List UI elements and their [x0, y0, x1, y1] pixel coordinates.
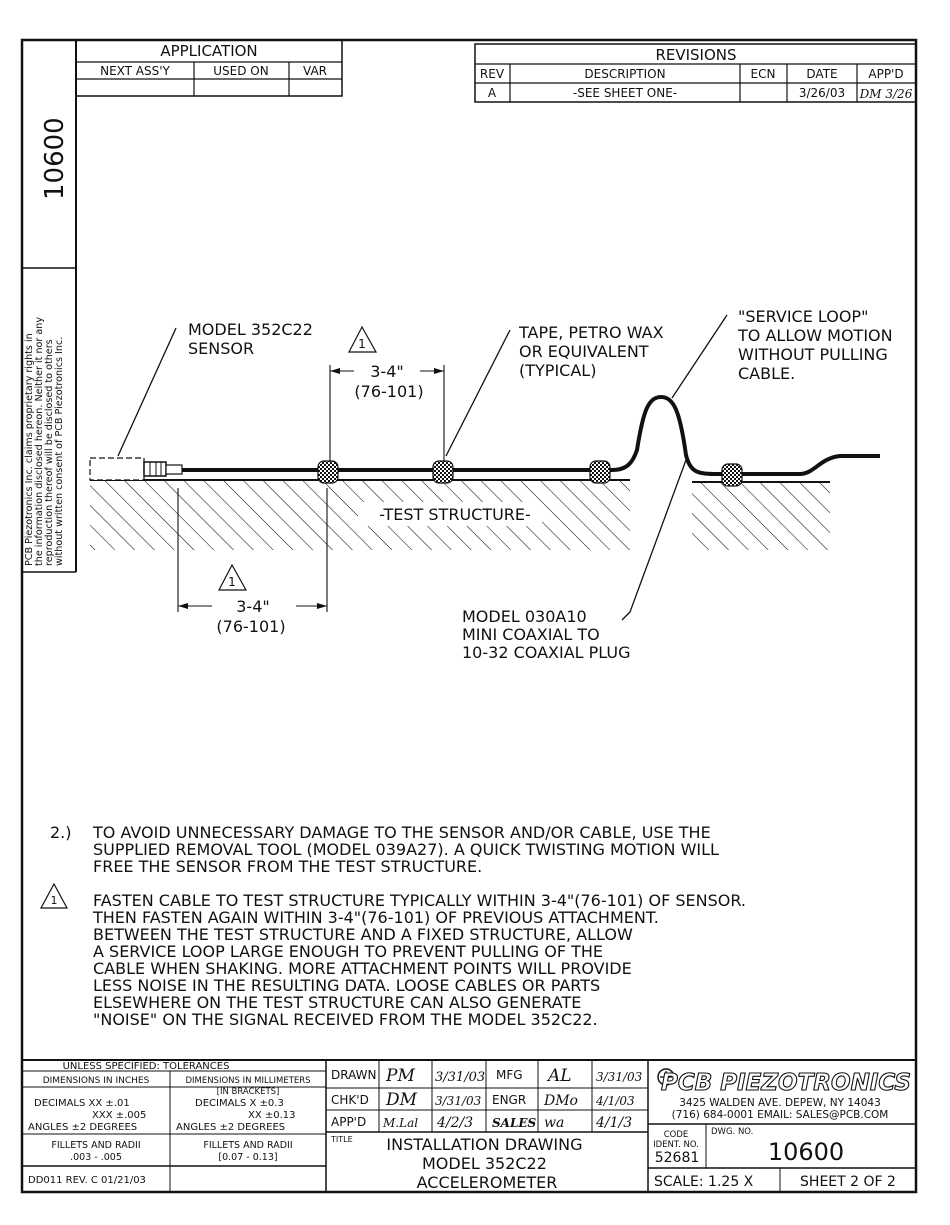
note-flag-triangle-top	[349, 327, 376, 352]
svg-text:FILLETS AND RADII: FILLETS AND RADII	[203, 1140, 293, 1151]
svg-text:XXX ±.005: XXX ±.005	[92, 1110, 147, 1121]
approved-signature: M.Lal	[383, 1116, 419, 1130]
col-next-assy: NEXT ASS'Y	[100, 64, 170, 78]
sales-signature: wa	[544, 1115, 565, 1131]
sensor-352c22	[90, 458, 182, 480]
engr-signature: DMo	[544, 1093, 578, 1109]
svg-text:reproduction thereof will be d: reproduction thereof will be disclosed to others	[44, 339, 55, 566]
code-ident-number: 52681	[654, 1150, 700, 1166]
tape-attachment-1	[318, 461, 338, 483]
svg-text:DWG. NO.: DWG. NO.	[711, 1127, 754, 1137]
svg-text:3-4": 3-4"	[370, 362, 404, 381]
svg-text:(76-101): (76-101)	[216, 617, 286, 636]
tape-attachment-4	[722, 464, 742, 486]
svg-text:3-4": 3-4"	[236, 597, 270, 616]
mfg-signature: AL	[548, 1066, 572, 1086]
application-title: APPLICATION	[160, 42, 258, 60]
service-loop-leader	[672, 315, 727, 398]
company-contact: (716) 684-0001 EMAIL: SALES@PCB.COM	[671, 1109, 889, 1121]
svg-text:[0.07 - 0.13]: [0.07 - 0.13]	[218, 1152, 278, 1163]
rev-date: 3/26/03	[798, 86, 846, 100]
tape-leader	[446, 330, 510, 456]
svg-text:the information disclosed here: the information disclosed hereon. Neither it nor any	[34, 316, 45, 566]
col-var: VAR	[303, 64, 327, 78]
svg-text:PCB PIEZOTRONICS: PCB PIEZOTRONICS	[660, 1070, 912, 1096]
svg-text:PCB Piezotronics Inc. claims p: PCB Piezotronics Inc. claims proprietary rights in	[24, 333, 35, 566]
note-flag-triangle-bottom	[219, 565, 246, 590]
svg-text:3/31/03: 3/31/03	[596, 1070, 643, 1084]
sensor-label: MODEL 352C22 SENSOR	[188, 320, 313, 358]
dimension-top	[330, 362, 444, 462]
svg-text:without written consent of PCB: without written consent of PCB Piezotronics Inc.	[54, 336, 65, 566]
svg-text:REV: REV	[479, 67, 505, 81]
svg-text:DESCRIPTION: DESCRIPTION	[584, 67, 666, 81]
svg-text:IDENT. NO.: IDENT. NO.	[653, 1140, 699, 1150]
svg-text:4/1/3: 4/1/3	[596, 1115, 633, 1131]
tape-attachment-3	[590, 461, 610, 483]
svg-text:DIMENSIONS IN MILLIMETERS: DIMENSIONS IN MILLIMETERS	[185, 1076, 311, 1086]
svg-text:4/2/3: 4/2/3	[437, 1115, 474, 1131]
form-number: DD011 REV. C 01/21/03	[28, 1175, 146, 1186]
tolerances-title: UNLESS SPECIFIED: TOLERANCES	[62, 1061, 230, 1072]
rev-description: -SEE SHEET ONE-	[572, 86, 678, 100]
svg-text:TITLE: TITLE	[331, 1135, 353, 1144]
svg-text:4/1/03: 4/1/03	[596, 1094, 635, 1108]
svg-text:(76-101): (76-101)	[354, 382, 424, 401]
svg-text:DECIMALS X ±0.3: DECIMALS X ±0.3	[195, 1098, 284, 1109]
svg-text:.003 - .005: .003 - .005	[70, 1152, 122, 1163]
side-dwg-number: 10600	[40, 117, 70, 200]
svg-text:1: 1	[358, 337, 366, 351]
drawn-signature: PM	[386, 1066, 415, 1086]
checked-signature: DM	[386, 1090, 418, 1110]
svg-text:CODE: CODE	[663, 1130, 689, 1140]
cable-model-label: MODEL 030A10 MINI COAXIAL TO 10-32 COAXIAL PLUG	[462, 607, 631, 662]
svg-text:ENGR: ENGR	[492, 1093, 527, 1107]
svg-text:MFG: MFG	[496, 1068, 523, 1082]
revisions-table	[475, 44, 916, 102]
svg-text:DATE: DATE	[806, 67, 838, 81]
svg-text:3/31/03: 3/31/03	[435, 1094, 482, 1108]
svg-text:CHK'D: CHK'D	[331, 1093, 369, 1107]
svg-text:DRAWN: DRAWN	[331, 1068, 377, 1082]
svg-text:DECIMALS XX ±.01: DECIMALS XX ±.01	[34, 1098, 130, 1109]
service-loop-label: "SERVICE LOOP" TO ALLOW MOTION WITHOUT PULLING CABLE.	[738, 307, 893, 383]
note-2-number: 2.)	[50, 823, 72, 842]
proprietary-notice	[24, 317, 65, 566]
tape-label: TAPE, PETRO WAX OR EQUIVALENT (TYPICAL)	[519, 323, 664, 380]
drawing-title: INSTALLATION DRAWING MODEL 352C22 ACCELEROMETER	[386, 1135, 583, 1192]
note-1-text: FASTEN CABLE TO TEST STRUCTURE TYPICALLY WITHIN 3-4"(76-101) OF SENSOR. THEN FASTEN AGAIN WITHIN 3-4"(76-101) OF PREVIOUS ATTACHMENT. BETWEEN THE TEST STRUCTURE AND A FIXED STRUCTURE, ALLOW A SERVICE LOOP LARGE ENOUGH TO PREVENT PULLING OF THE CABLE WHEN SHAKING. MORE ATTACHMENT POINTS WILL PROVIDE LESS NOISE IN THE RESULTING DATA. LOOSE CABLES OR PARTS ELSEWHERE ON THE TEST STRUCTURE CAN ALSO GENERATE "NOISE" ON THE SIGNAL RECEIVED FROM THE MODEL 352C22.	[93, 891, 746, 1029]
tape-attachment-2	[433, 461, 453, 483]
svg-text:1: 1	[228, 575, 236, 589]
cable-leader	[622, 460, 686, 620]
svg-text:ANGLES ±2 DEGREES: ANGLES ±2 DEGREES	[28, 1122, 138, 1133]
svg-text:SALES: SALES	[492, 1116, 537, 1130]
note-2-text: TO AVOID UNNECESSARY DAMAGE TO THE SENSOR AND/OR CABLE, USE THE SUPPLIED REMOVAL TOOL (MODEL 039A27). A QUICK TWISTING MOTION WILL FREE THE SENSOR FROM THE TEST STRUCTURE.	[93, 823, 719, 876]
svg-text:FILLETS AND RADII: FILLETS AND RADII	[51, 1140, 141, 1151]
svg-text:1: 1	[50, 894, 58, 907]
svg-text:APP'D: APP'D	[331, 1115, 367, 1129]
svg-text:[IN BRACKETS]: [IN BRACKETS]	[216, 1087, 280, 1097]
col-used-on: USED ON	[213, 64, 269, 78]
note-1-flag	[41, 884, 67, 908]
company-address: 3425 WALDEN AVE. DEPEW, NY 14043	[679, 1097, 881, 1109]
sheet-number: SHEET 2 OF 2	[800, 1174, 896, 1190]
svg-text:ECN: ECN	[750, 67, 776, 81]
revisions-title: REVISIONS	[655, 46, 737, 64]
svg-text:XX ±0.13: XX ±0.13	[248, 1110, 296, 1121]
rev-letter: A	[487, 86, 497, 100]
application-table	[76, 40, 342, 96]
svg-text:APP'D: APP'D	[868, 67, 904, 81]
company-logo	[658, 1069, 911, 1096]
scale: SCALE: 1.25 X	[654, 1174, 754, 1190]
test-structure-label: -TEST STRUCTURE-	[379, 505, 531, 524]
drawing-number: 10600	[767, 1138, 845, 1166]
svg-text:ANGLES ±2 DEGREES: ANGLES ±2 DEGREES	[176, 1122, 286, 1133]
svg-text:3/31/03: 3/31/03	[435, 1070, 486, 1085]
sensor-leader	[118, 328, 176, 456]
rev-approval-signature: DM 3/26	[859, 87, 913, 101]
svg-text:DIMENSIONS IN INCHES: DIMENSIONS IN INCHES	[42, 1076, 150, 1086]
fixed-structure-right	[692, 482, 830, 550]
coaxial-cable	[182, 397, 880, 474]
